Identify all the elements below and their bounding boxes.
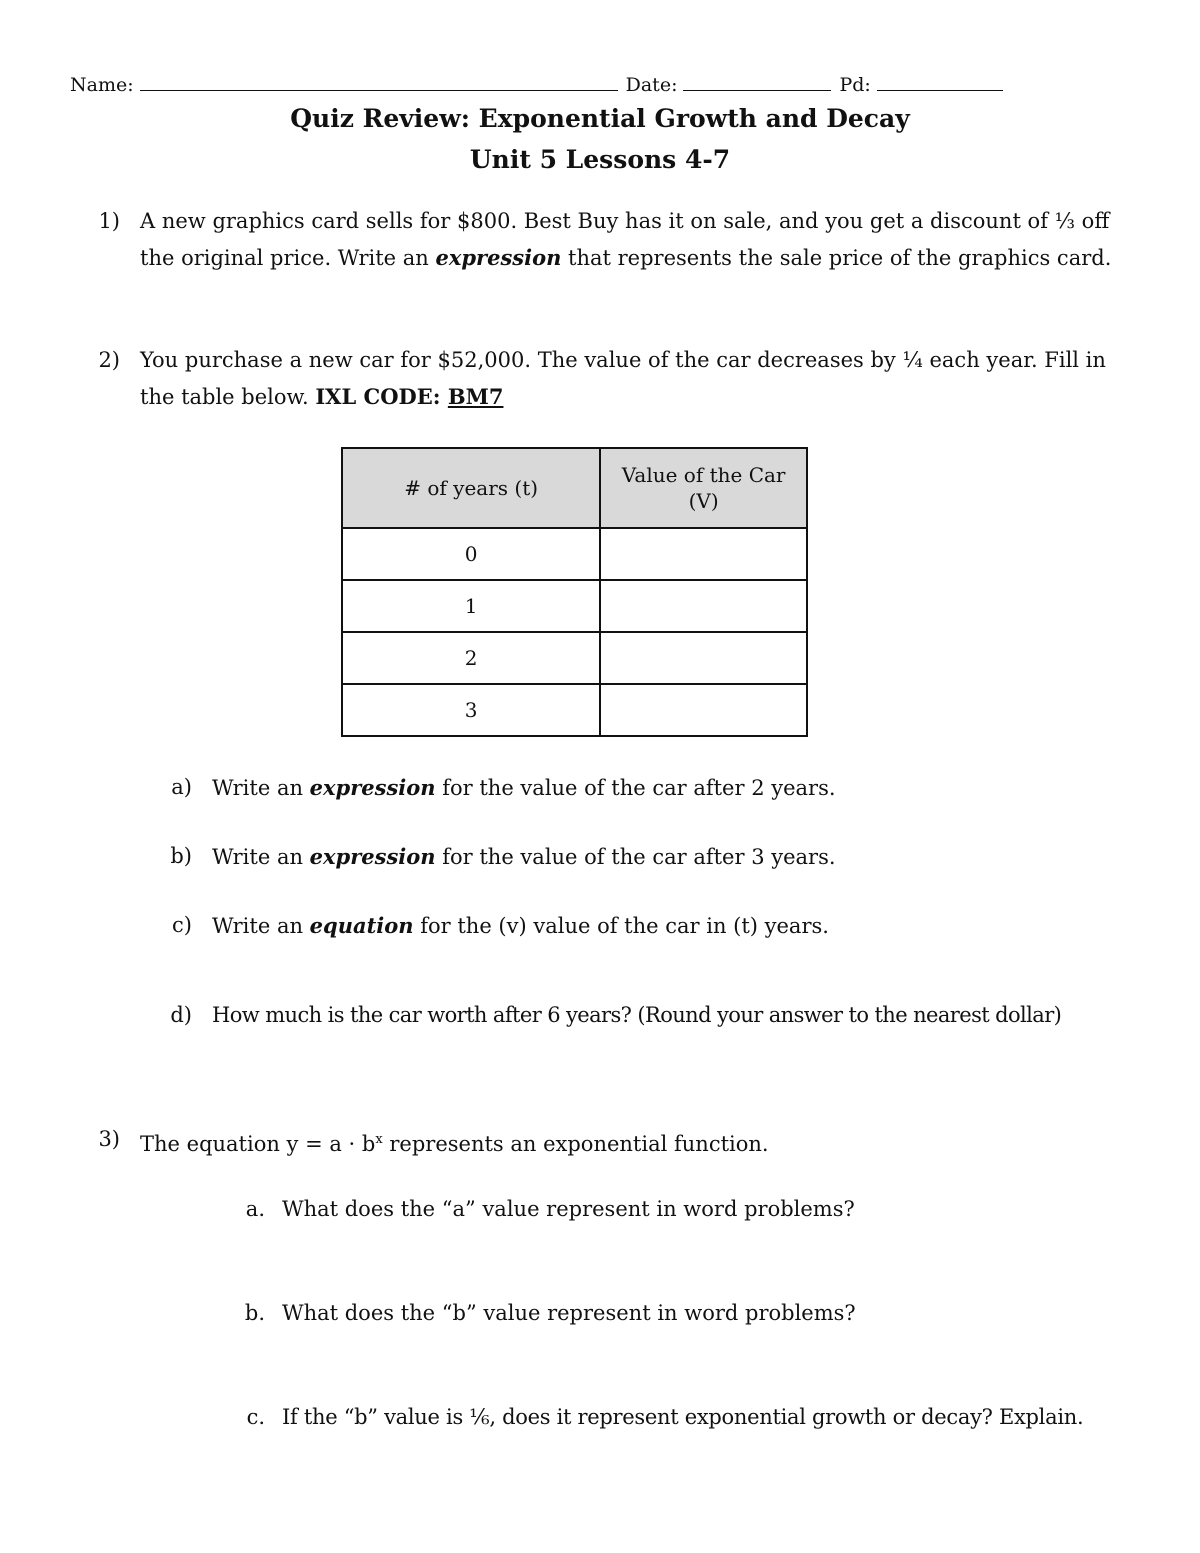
pd-blank[interactable] <box>877 72 1003 91</box>
part-text: How much is the car worth after 6 years? (Round your answer to the nearest dollar) <box>212 1003 1062 1027</box>
name-blank[interactable] <box>140 72 618 91</box>
part-label: d) <box>170 1003 192 1027</box>
part-label: b) <box>170 844 192 868</box>
table-row <box>342 684 807 736</box>
name-label: Name: <box>70 74 134 96</box>
date-label: Date: <box>625 74 678 96</box>
page-subtitle: Unit 5 Lessons 4-7 <box>469 145 731 174</box>
table-cell-years: 3 <box>342 684 600 736</box>
part-text: If the “b” value is ⅙, does it represent exponential growth or decay? Explain. <box>282 1405 1084 1429</box>
table-cell-value[interactable] <box>600 632 807 684</box>
table-row <box>342 632 807 684</box>
question-2-line-2: the table below. IXL CODE: BM7 <box>140 384 504 409</box>
table-cell-years: 1 <box>342 580 600 632</box>
part-label: c. <box>246 1405 265 1429</box>
table-row <box>342 528 807 580</box>
part-text: What does the “b” value represent in word problems? <box>282 1301 856 1325</box>
table-header-row <box>342 448 807 528</box>
table-header-value: Value of the Car (V) <box>600 448 807 528</box>
question-1-number: 1) <box>98 209 120 233</box>
pd-label: Pd: <box>839 74 871 96</box>
date-blank[interactable] <box>683 72 831 91</box>
table-header-years: # of years (t) <box>342 448 600 528</box>
table-row <box>342 580 807 632</box>
part-label: b. <box>244 1301 265 1325</box>
ixl-code-label: IXL CODE: <box>315 384 448 409</box>
ixl-code: BM7 <box>447 384 504 409</box>
car-value-table <box>341 447 808 737</box>
part-label: a) <box>171 775 192 799</box>
question-2-line-1: You purchase a new car for $52,000. The value of the car decreases by ¼ each year. Fill in <box>140 348 1106 372</box>
question-2-number: 2) <box>98 348 120 372</box>
part-text: Write an equation for the (v) value of the car in (t) years. <box>212 913 829 938</box>
part-label: c) <box>172 913 192 937</box>
table-cell-value[interactable] <box>600 528 807 580</box>
part-text: What does the “a” value represent in word problems? <box>282 1197 855 1221</box>
page-title: Quiz Review: Exponential Growth and Decay <box>290 104 910 133</box>
part-text: Write an expression for the value of the car after 2 years. <box>212 775 836 800</box>
part-text: Write an expression for the value of the car after 3 years. <box>212 844 836 869</box>
table-cell-years: 2 <box>342 632 600 684</box>
part-label: a. <box>245 1197 265 1221</box>
table-cell-value[interactable] <box>600 684 807 736</box>
question-1-line-1: A new graphics card sells for $800. Best Buy has it on sale, and you get a discount of ⅓ off <box>140 209 1110 233</box>
question-1-line-2: the original price. Write an expression that represents the sale price of the graphics card. <box>140 245 1112 270</box>
question-3-number: 3) <box>98 1127 120 1151</box>
table-cell-value[interactable] <box>600 580 807 632</box>
table-cell-years: 0 <box>342 528 600 580</box>
header-line <box>70 72 1011 96</box>
keyword-expression: expression <box>435 245 562 270</box>
question-3-line: The equation $y = a \cdot b^x$ represents an exponential function. <box>140 1132 769 1156</box>
